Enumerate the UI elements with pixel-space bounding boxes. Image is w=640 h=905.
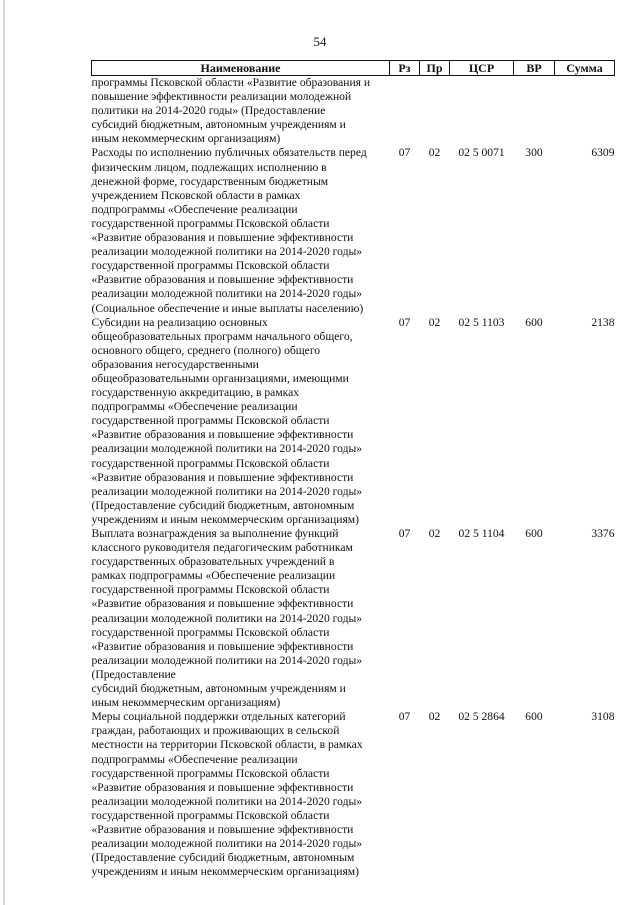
row-vr — [514, 76, 555, 147]
header-vr: ВР — [514, 61, 555, 76]
row-rz: 07 — [398, 527, 411, 540]
row-pr: 02 — [428, 710, 441, 724]
table-row — [92, 710, 615, 879]
row-sum — [555, 76, 615, 147]
row-sum: 6309 — [591, 146, 615, 160]
row-csr: 02 5 0071 — [458, 146, 505, 160]
row-sum: 3108 — [591, 710, 615, 724]
row-rz: 07 — [398, 710, 411, 724]
row-csr: 02 5 2864 — [458, 710, 505, 724]
row-name: программы Псковской области «Развитие образования и повышение эффективности реализации молодежной политики на 2014-2020 годы» (Предоставление субсидий бюджетным, автономным учреждениям и иным некоммерческим организациям) — [91, 76, 371, 146]
row-vr: 300 — [525, 146, 543, 160]
row-sum: 3376 — [591, 527, 615, 540]
left-scan-edge — [3, 0, 5, 905]
row-vr: 600 — [525, 315, 543, 329]
row-pr — [420, 76, 450, 147]
table-row — [92, 76, 615, 147]
table-row — [92, 316, 615, 527]
table-row — [92, 527, 615, 710]
header-sum: Сумма — [555, 61, 615, 76]
row-pr: 02 — [428, 315, 441, 329]
budget-table — [91, 60, 615, 879]
header-pr: Пр — [420, 61, 450, 76]
header-name: Наименование — [92, 61, 390, 76]
row-vr: 600 — [525, 527, 543, 540]
row-csr: 02 5 1103 — [458, 315, 505, 329]
page-number: 54 — [313, 34, 327, 49]
row-name: Меры социальной поддержки отдельных категорий граждан, работающих и проживающих в сельской местности на территории Псковской области, в рамках подпрограммы «Обеспечение реализации государственной программы Псковской области «Развитие образования и повышение эффективности реализации молодежной политики на 2014-2020 годы» государственной программы Псковской области «Развитие образования и повышение эффективности реализации молодежной политики на 2014-2020 годы» (Предоставление субсидий бюджетным, автономным учреждениям и иным некоммерческим организациям) — [91, 710, 363, 879]
row-sum: 2138 — [591, 315, 615, 329]
row-name: Расходы по исполнению публичных обязательств перед физическим лицом, подлежащих исполнению в денежной форме, государственным бюджетным учреждением Псковской области в рамках подпрограммы «Обеспечение реализации государственной программы Псковской области «Развитие образования и повышение эффективности реализации молодежной политики на 2014-2020 годы» государственной программы Псковской области «Развитие образования и повышение эффективности реализации молодежной политики на 2014-2020 годы» (Социальное обеспечение и иные выплаты населению) — [91, 146, 367, 315]
table-row — [92, 146, 615, 315]
header-csr: ЦСР — [450, 61, 514, 76]
row-pr: 02 — [428, 527, 441, 540]
row-name: Выплата вознаграждения за выполнение функций классного руководителя педагогическим работникам государственных образовательных учреждений в рамках подпрограммы «Обеспечение реализации государственной программы Псковской области «Развитие образования и повышение эффективности реализации молодежной политики на 2014-2020 годы» государственной программы Псковской области «Развитие образования и повышение эффективности реализации молодежной политики на 2014-2020 годы» (Предоставление субсидий бюджетным, автономным учреждениям и иным некоммерческим организациям) — [91, 527, 363, 710]
row-pr: 02 — [428, 146, 441, 160]
row-vr: 600 — [525, 710, 543, 724]
row-rz: 07 — [398, 146, 411, 160]
row-csr: 02 5 1104 — [458, 527, 505, 540]
row-csr — [450, 76, 514, 147]
table-header — [92, 61, 615, 76]
row-rz — [390, 76, 420, 147]
header-rz: Рз — [390, 61, 420, 76]
row-name: Субсидии на реализацию основных общеобразовательных программ начального общего, основного общего, среднего (полного) общего образования негосударственными общеобразовательными организациями, имеющими государственную аккредитацию, в рамках подпрограммы «Обеспечение реализации государственной программы Псковской области «Развитие образования и повышение эффективности реализации молодежной политики на 2014-2020 годы» государственной программы Псковской области «Развитие образования и повышение эффективности реализации молодежной политики на 2014-2020 годы» (Предоставление субсидий бюджетным, автономным учреждениям и иным некоммерческим организациям) — [91, 315, 363, 526]
row-rz: 07 — [398, 315, 411, 329]
